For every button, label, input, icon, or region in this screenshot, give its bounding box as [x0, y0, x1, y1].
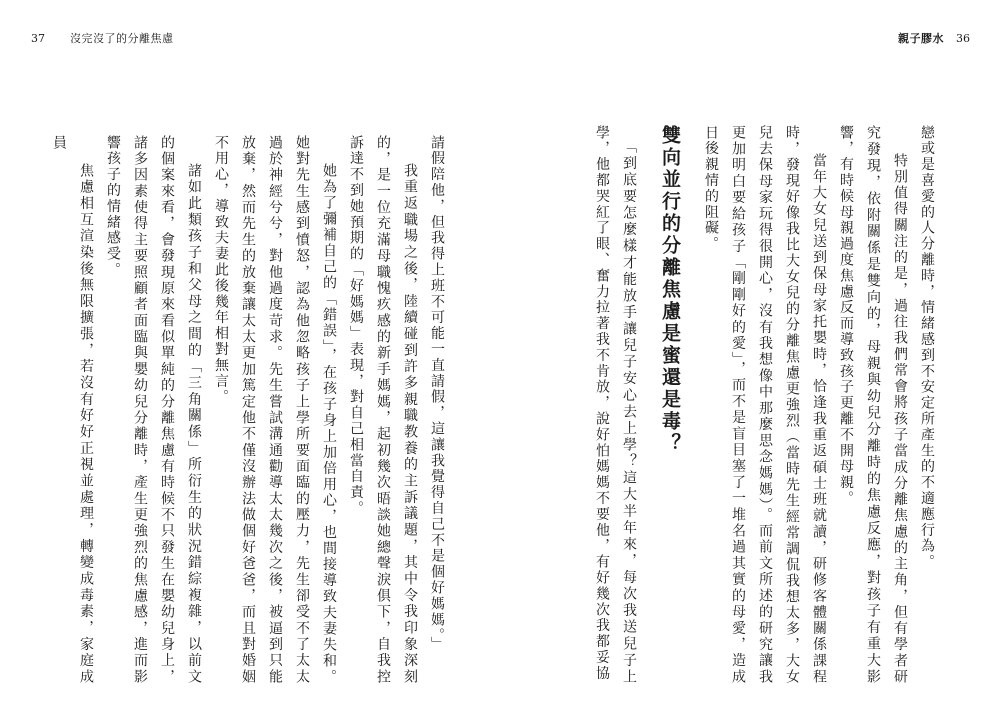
left-page [40, 125, 460, 685]
left-running-title: 沒完沒了的分離焦慮 [70, 32, 174, 45]
paragraph: 「到底要怎麼樣才能放手讓兒子安心去上學？這大半年來，每次我送兒子上學，他都哭紅了眼、奮力拉著我不肯放，說好怕媽媽不要他，有好幾次我都妥協 [594, 125, 637, 685]
left-page-number: 37 [31, 32, 45, 45]
right-page [540, 125, 960, 685]
paragraph: 當年大女兒送到保母家托嬰時，恰逢我重返碩士班就讀，研修客體關係課程時，發現好像我比大女兒的分離焦慮更強烈（當時先生經常調侃我想太多，大女兒去保母家玩得很開心，沒有我想像中那麼思念媽媽）。而前文所述的研究讓我更加明白要給孩子「剛剛好的愛」，而不是盲目塞了一堆名過其實的母愛，造成日後親情的阻礙。 [703, 125, 827, 685]
paragraph: 特別值得關注的是，過往我們常會將孩子當成分離焦慮的主角，但有學者研究發現，依附關係是雙向的，母親與幼兒分離時的焦慮反應，對孩子有重大影響，有時候母親過度焦慮反而導致孩子更離不開母親。 [838, 125, 908, 685]
left-page-body [40, 135, 450, 685]
paragraph: 她為了彌補自己的「錯誤」，在孩子身上加倍用心，也間接導致夫妻失和。她對先生感到憤怒，認為他忽略孩子上學所要面臨的壓力，先生卻受不了太太過於神經兮兮，對他過度苛求。先生嘗試溝通勸導太太幾次之後，被逼到只能放棄，然而先生的放棄讓太太更加篤定他不僅沒辦法做個好爸爸，而且對婚姻不用心，導致夫妻此後幾年相對無言。 [213, 135, 337, 685]
paragraph: 戀或是喜愛的人分離時，情緒感到不安定所產生的不適應行為。 [919, 125, 935, 571]
right-running-title: 親子膠水 [898, 32, 944, 45]
paragraph: 請假陪他，但我得上班不可能一直請假，這讓我覺得自己不是個好媽媽。」 [429, 135, 445, 653]
paragraph: 焦慮相互渲染後無限擴張，若沒有好好正視並處理，轉變成毒素，家庭成員 [51, 135, 94, 685]
paragraph: 諸如此類孩子和父母之間的「三角關係」所衍生的狀況錯綜複雜，以前文的個案來看，會發現原來看似單純的分離焦慮有時候不只發生在嬰幼兒身上，諸多因素使得主要照顧者面臨與嬰幼兒分離時，產生更強烈的焦慮感，進而影響孩子的情緒感受。 [105, 135, 202, 685]
right-page-number: 36 [956, 32, 970, 45]
section-heading: 雙向並行的分離焦慮是蜜還是毒？ [659, 125, 681, 455]
right-page-body [540, 125, 940, 685]
paragraph: 我重返職場之後，陸續碰到許多親職教養的主訴議題，其中令我印象深刻的，是一位充滿母職愧疚感的新手媽媽，起初幾次晤談她總聲淚俱下，自我控訴達不到她預期的「好媽媽」表現，對自己相當自責。 [348, 135, 418, 685]
